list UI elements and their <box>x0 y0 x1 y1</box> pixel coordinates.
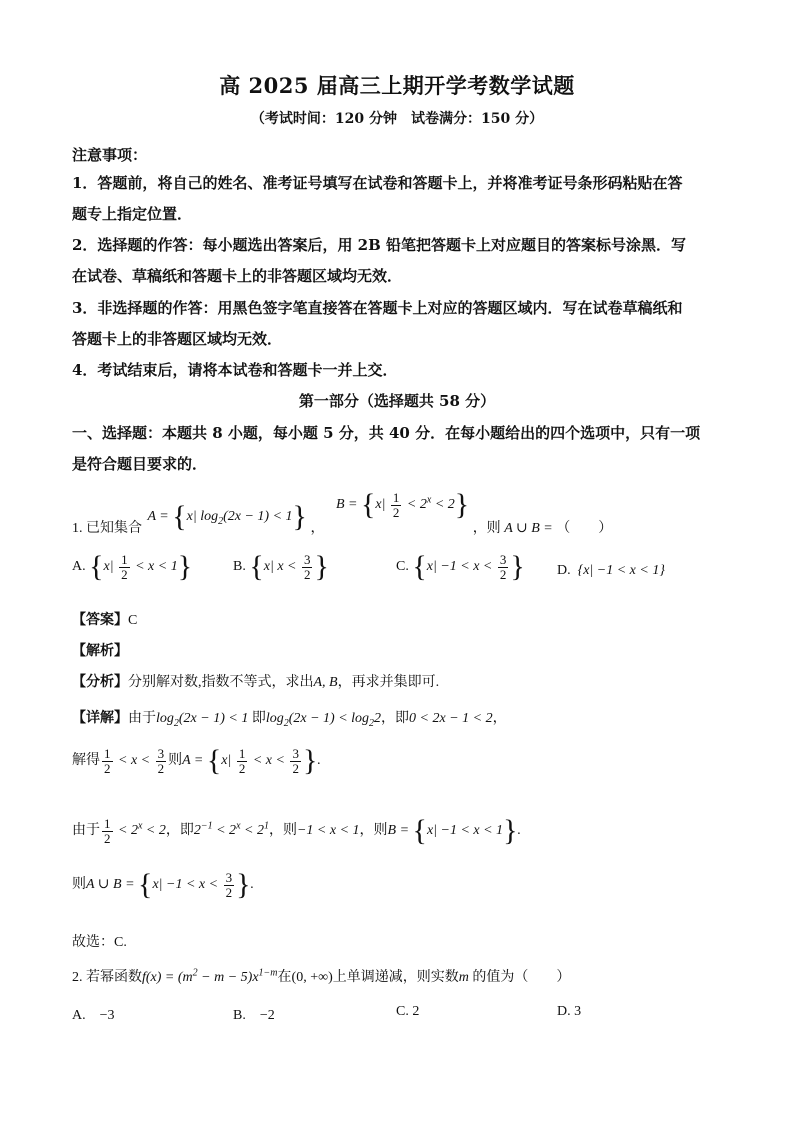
solve-line: 解得 $\frac{1}{2}$ < x < $\frac{3}{2}$ 则A = {x| $\frac{1}{2}$ < x < $\frac{3}{2}$ }. <box>72 744 321 777</box>
exam-subtitle: （考试时间：120 分钟 试卷满分：150 分） <box>250 111 544 127</box>
notice-line: 3．非选择题的作答：用黑色签字笔直接答在答题卡上对应的答题区域内．写在试卷草稿纸和 <box>72 299 683 317</box>
notice-line: 答题卡上的非答题区域均无效． <box>72 330 283 348</box>
notice-line: 在试卷、草稿纸和答题卡上的非答题区域均无效． <box>72 267 403 285</box>
option-c: C. {x| −1 < x < $\frac{3}{2}$ } <box>396 550 525 583</box>
notice-heading: 注意事项： <box>72 146 148 164</box>
question-2: 2. 若幂函数$f(x) = (m^2 - m - 5)x^{1-m}$在(0, +∞)上单调递减，则实数m 的值为（ ） <box>72 967 571 985</box>
set-a-definition: A = {x| $\log_2(2x - 1) < 1$} <box>147 500 307 533</box>
set-b-definition: B = {x| $\frac{1}{2}$ < $2^x < 2$} <box>335 488 470 521</box>
notice-line: 1．答题前，将自己的姓名、准考证号填写在试卷和答题卡上，并将准考证号条形码粘贴在答 <box>72 174 683 192</box>
option-b: B. {x| x < $\frac{3}{2}$ } <box>233 550 329 583</box>
part1-instruction: 一、选择题：本题共 8 小题，每小题 5 分，共 40 分．在每小题给出的四个选项中，只有一项 <box>72 424 701 442</box>
q2-option-c: C. 2 <box>396 1004 420 1019</box>
part1-instruction: 是符合题目要求的． <box>72 455 208 473</box>
notice-line: 2．选择题的作答：每小题选出答案后，用 2B 铅笔把答题卡上对应题目的答案标号涂黑．写 <box>72 236 687 254</box>
question-1-prefix: 1. 已知集合 <box>72 521 142 537</box>
answer-value: C <box>128 613 138 628</box>
q2-option-a: A. −3 <box>72 1008 115 1023</box>
option-d: D. {x| −1 < x < 1} <box>557 563 665 578</box>
page-title: 高 2025 届高三上期开学考数学试题 <box>219 73 575 98</box>
explain-tag: 【解析】 <box>72 644 128 659</box>
detail-line: 【详解】由于$\log_2(2x - 1) < 1$ 即$\log_2(2x - 1) < \log_22$，即0 < 2x − 1 < 2， <box>72 711 507 729</box>
notice-line: 4．考试结束后，请将本试卷和答题卡一并上交． <box>72 361 398 379</box>
from-line: 由于 $\frac{1}{2}$ < $2^x < 2$，即$2^{-1} < 2^x < 2^1$，则−1 < x < 1，则B = {x| −1 < x < 1}. <box>72 814 521 847</box>
union-line: 则A ∪ B = {x| −1 < x < $\frac{3}{2}$ }. <box>72 868 254 901</box>
q2-option-b: B. −2 <box>233 1008 275 1023</box>
option-a: A. {x| $\frac{1}{2}$ < x < 1} <box>72 550 193 583</box>
question-1: 1. 已知集合 A = {x| $\log_2(2x - 1) < 1$} ， B = {x| $\frac{1}{2}$ < $2^x < 2$} ，则 A ∪ B = （ ） <box>72 488 613 537</box>
answer-line: 【答案】C <box>72 613 138 628</box>
q2-option-d: D. 3 <box>557 1004 582 1019</box>
notice-line: 题专上指定位置． <box>72 205 193 223</box>
choose-line: 故选：C. <box>72 935 127 950</box>
part1-heading: 第一部分（选择题共 58 分） <box>298 392 496 410</box>
analysis-line: 【分析】分别解对数,指数不等式，求出A, B，再求并集即可. <box>72 675 440 690</box>
